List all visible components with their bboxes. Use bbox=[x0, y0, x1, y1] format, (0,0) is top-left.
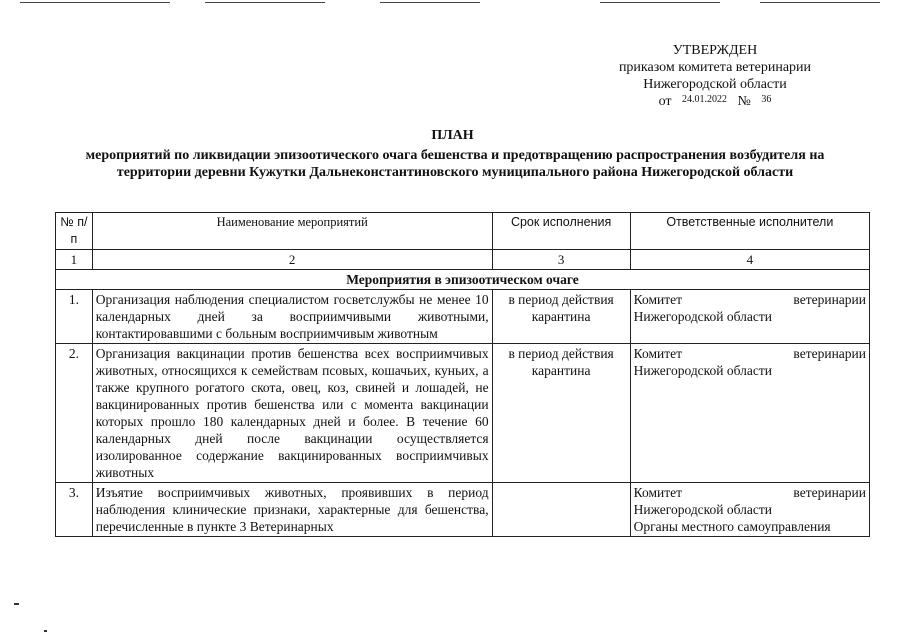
header-action: Наименование мероприятий bbox=[92, 213, 492, 250]
table-row bbox=[56, 290, 870, 344]
responsible-veterinary: ветеринарии bbox=[793, 346, 866, 361]
header-term: Срок исполнения bbox=[492, 213, 630, 250]
row-term: в период действия карантина bbox=[492, 290, 630, 344]
number-prefix: № bbox=[737, 94, 751, 109]
row-term: в период действия карантина bbox=[492, 344, 630, 483]
scan-speck bbox=[14, 603, 19, 605]
responsible-veterinary: ветеринарии bbox=[793, 485, 866, 500]
table-row bbox=[56, 344, 870, 483]
approval-order: приказом комитета ветеринарии bbox=[618, 60, 812, 75]
header-number: № п/п bbox=[56, 213, 93, 250]
responsible-region: Нижегородской области bbox=[633, 309, 773, 324]
responsible-local-government: Органы местного самоуправления bbox=[633, 519, 831, 534]
row-action: Организация наблюдения специалистом госветслужбы не менее 10 календарных дней за восприимчивыми животными, контактировавшими с больным восприимчивым животным bbox=[92, 290, 492, 344]
column-number: 2 bbox=[92, 250, 492, 270]
column-numbers-row bbox=[56, 250, 870, 270]
approval-date-row bbox=[585, 93, 845, 111]
row-term bbox=[492, 483, 630, 537]
plan-title: ПЛАН bbox=[431, 128, 474, 143]
plan-subtitle: мероприятий по ликвидации эпизоотического очага бешенства и предотвращению распространения возбудителя на территории деревни Кужутки Дальнеконстантиновского муниципального района Нижегородской области bbox=[85, 148, 825, 180]
row-number: 3. bbox=[56, 483, 93, 537]
column-number: 3 bbox=[492, 250, 630, 270]
responsible-committee: Комитет bbox=[633, 346, 683, 361]
table-row bbox=[56, 483, 870, 537]
responsible-committee: Комитет bbox=[633, 292, 683, 307]
row-responsible bbox=[630, 344, 869, 483]
column-number: 4 bbox=[630, 250, 869, 270]
section-title: Мероприятия в эпизоотическом очаге bbox=[56, 270, 870, 290]
approval-block bbox=[585, 42, 845, 111]
column-number: 1 bbox=[56, 250, 93, 270]
table-header-row bbox=[56, 213, 870, 250]
header-responsible: Ответственные исполнители bbox=[630, 213, 869, 250]
row-responsible bbox=[630, 290, 869, 344]
scan-speck bbox=[44, 630, 47, 632]
measures-table bbox=[55, 212, 870, 537]
approval-region: Нижегородской области bbox=[643, 77, 787, 92]
row-responsible bbox=[630, 483, 869, 537]
responsible-committee: Комитет bbox=[633, 485, 683, 500]
responsible-region: Нижегородской области bbox=[633, 363, 773, 378]
responsible-veterinary: ветеринарии bbox=[793, 292, 866, 307]
row-number: 1. bbox=[56, 290, 93, 344]
approval-date: 24.01.2022 bbox=[682, 94, 728, 105]
approval-number: 36 bbox=[761, 94, 772, 105]
section-row bbox=[56, 270, 870, 290]
responsible-region: Нижегородской области bbox=[633, 502, 773, 517]
approval-heading: УТВЕРЖДЕН bbox=[672, 43, 758, 58]
row-number: 2. bbox=[56, 344, 93, 483]
row-action: Организация вакцинации против бешенства всех восприимчивых животных, относящихся к семействам псовых, кошачьих, куньих, а также крупного рогатого скота, овец, коз, свиней и лошадей, не вакцинированных против бешенства или с момента вакцинации которых прошло 180 календарных дней и более. В течение 60 календарных дней после вакцинации осуществляется изолированное содержание вакцинированных восприимчивых животных bbox=[92, 344, 492, 483]
date-prefix: от bbox=[658, 94, 672, 109]
row-action: Изъятие восприимчивых животных, проявивших в период наблюдения клинические признаки, характерные для бешенства, перечисленные в пункте 3 Ветеринарных bbox=[92, 483, 492, 537]
